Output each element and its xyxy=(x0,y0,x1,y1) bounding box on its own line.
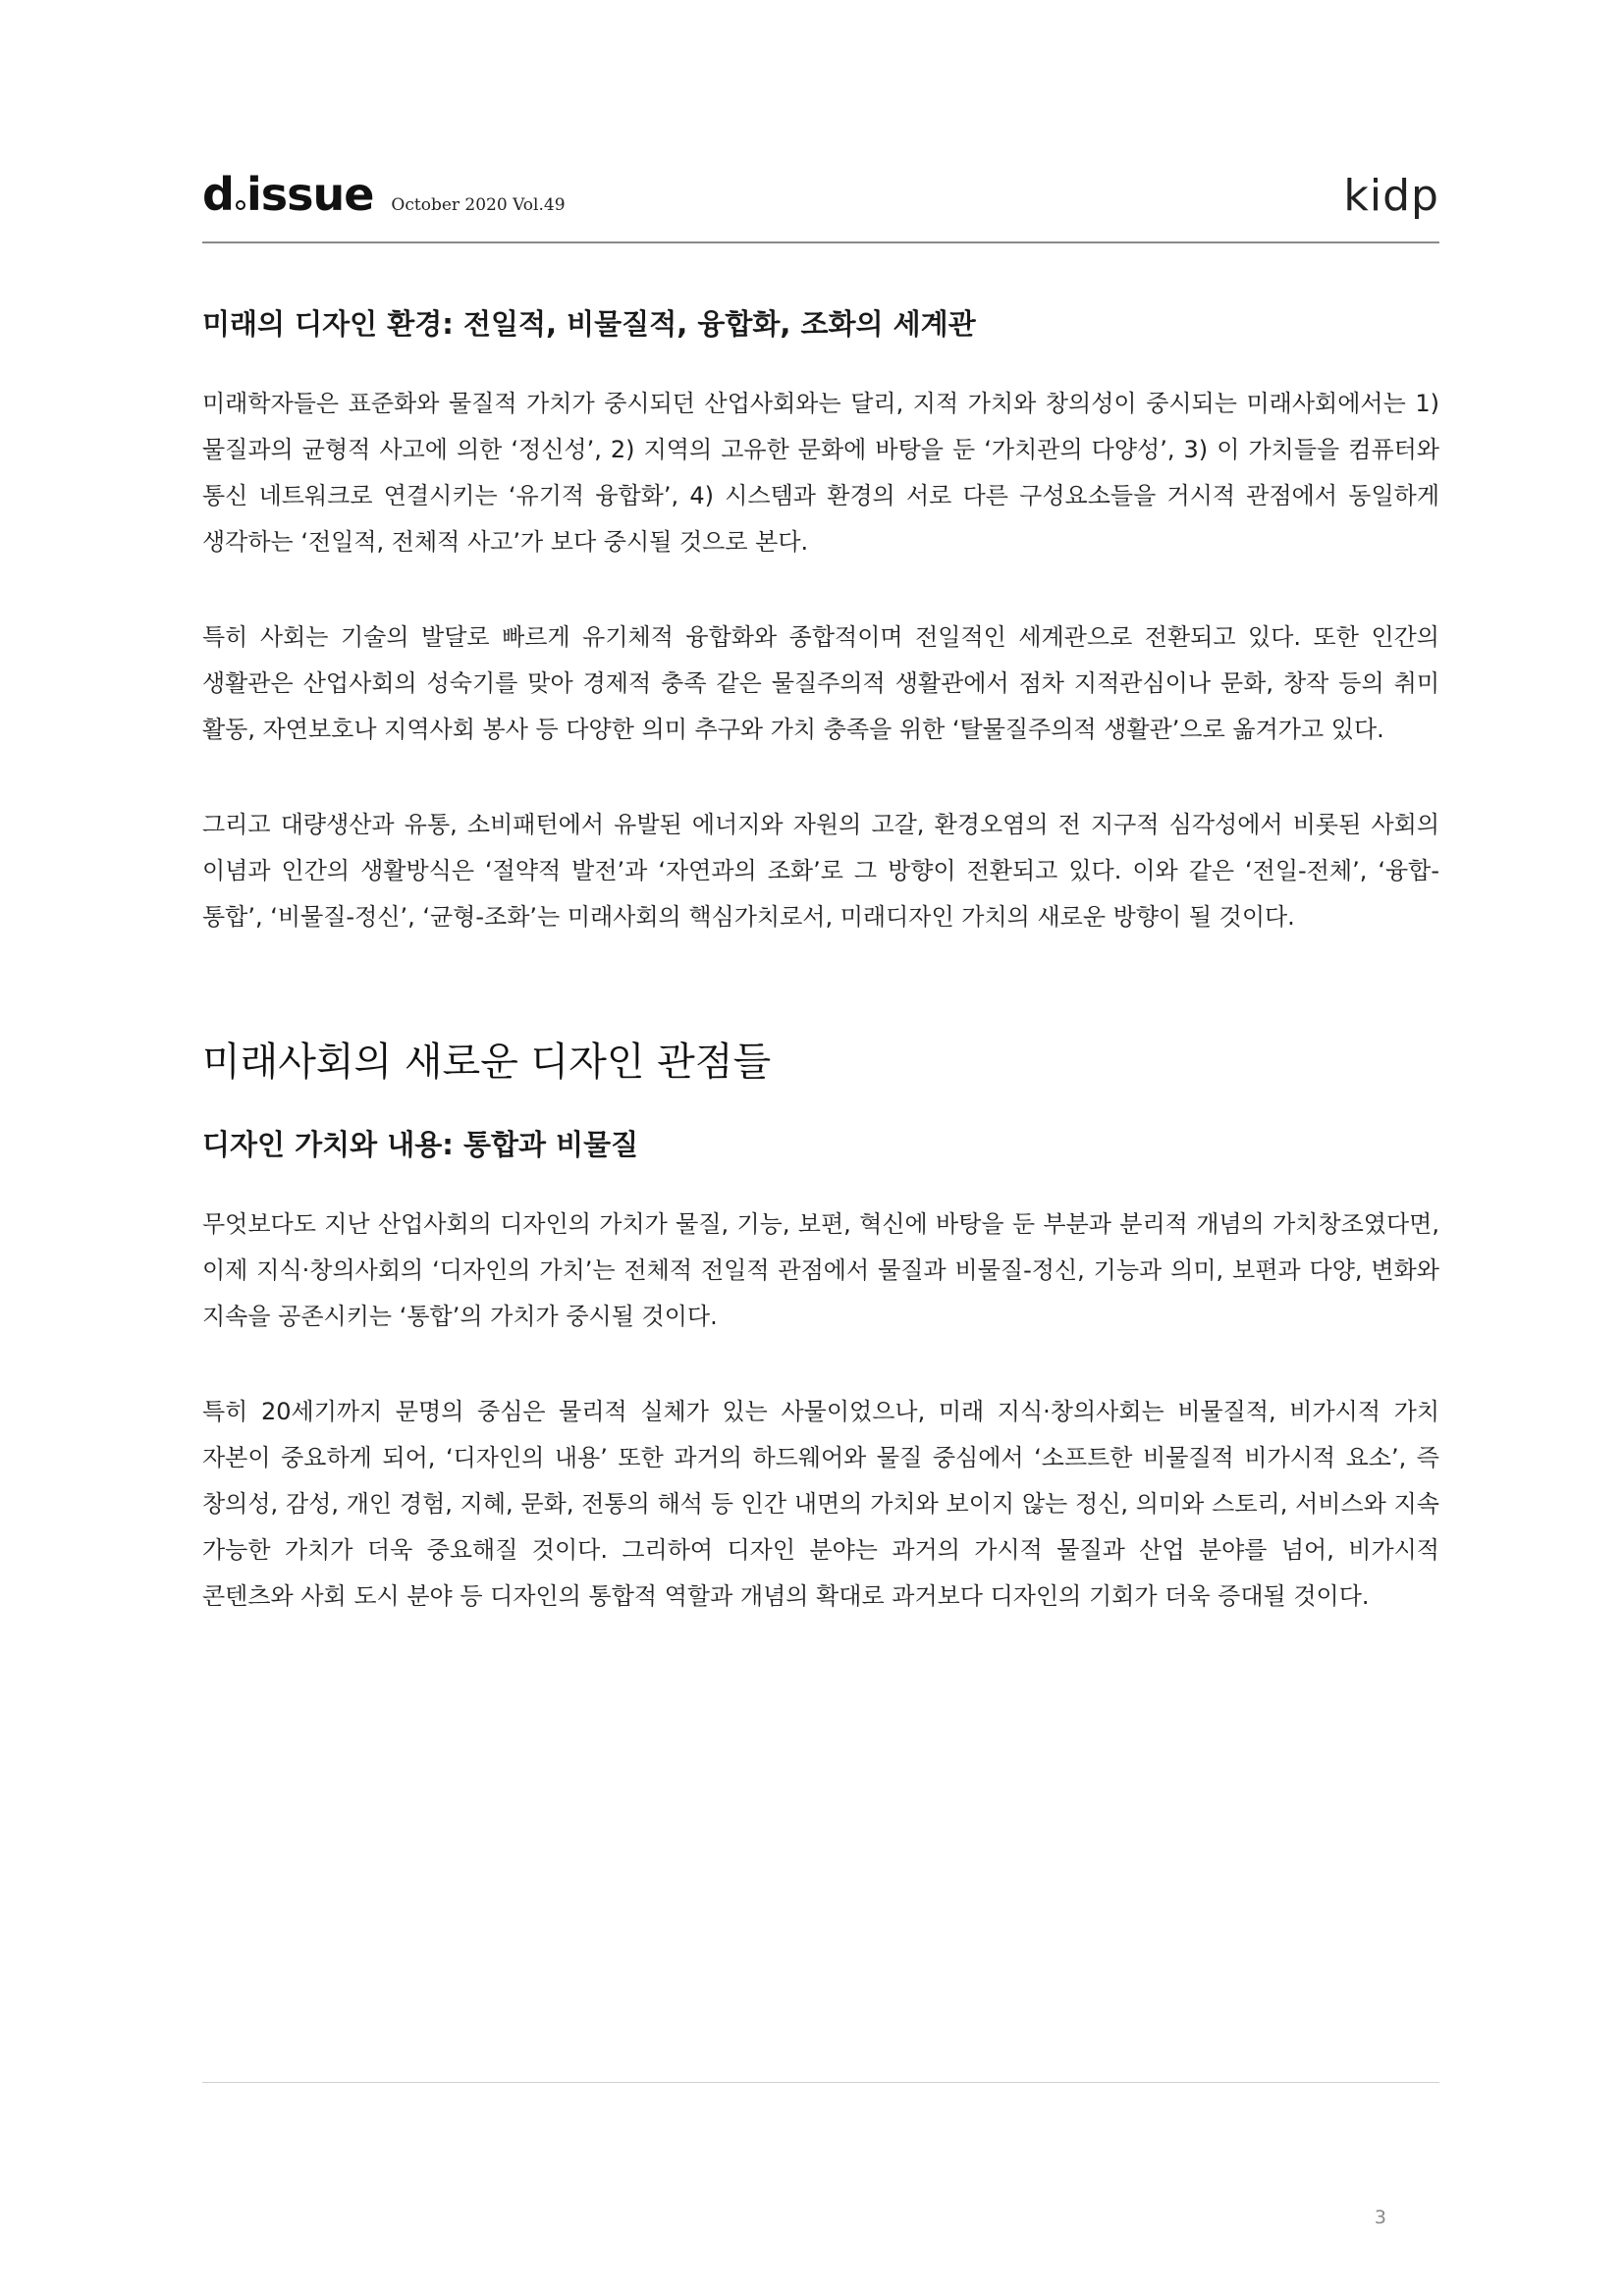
paragraph: 그리고 대량생산과 유통, 소비패턴에서 유발된 에너지와 자원의 고갈, 환경오염의 전 지구적 심각성에서 비롯된 사회의 이념과 인간의 생활방식은 ‘절약적 발전’과 ‘자연과의 조화’로 그 방향이 전환되고 있다. 이와 같은 ‘전일-전체’, ‘융합-통합’, ‘비물질-정신’, ‘균형-조화’는 미래사회의 핵심가치로서, 미래디자인 가치의 새로운 방향이 될 것이다. xyxy=(202,811,1439,931)
header-divider xyxy=(202,241,1439,243)
brand-prefix: d xyxy=(202,168,234,221)
page-number: 3 xyxy=(1374,2207,1386,2228)
page-header xyxy=(202,165,1439,243)
paragraph: 무엇보다도 지난 산업사회의 디자인의 가치가 물질, 기능, 보편, 혁신에 바탕을 둔 부분과 분리적 개념의 가치창조였다면, 이제 지식·창의사회의 ‘디자인의 가치’는 전체적 전일적 관점에서 물질과 비물질-정신, 기능과 의미, 보편과 다양, 변화와 지속을 공존시키는 ‘통합’의 가치가 중시될 것이다. xyxy=(202,1210,1439,1330)
kidp-logo: kidp xyxy=(1343,171,1439,221)
footer-divider xyxy=(202,2082,1439,2083)
brand-suffix: issue xyxy=(245,168,374,221)
paragraph: 특히 20세기까지 문명의 중심은 물리적 실체가 있는 사물이었으나, 미래 지식·창의사회는 비물질적, 비가시적 가치 자본이 중요하게 되어, ‘디자인의 내용’ 또한 과거의 하드웨어와 물질 중심에서 ‘소프트한 비물질적 비가시적 요소’, 즉 창의성, 감성, 개인 경험, 지혜, 문화, 전통의 해석 등 인간 내면의 가치와 보이지 않는 정신, 의미와 스토리, 서비스와 지속 가능한 가치가 더욱 중요해질 것이다. 그리하여 디자인 분야는 과거의 가시적 물질과 산업 분야를 넘어, 비가시적 콘텐츠와 사회 도시 분야 등 디자인의 통합적 역할과 개념의 확대로 과거보다 디자인의 기회가 더욱 증대될 것이다. xyxy=(202,1398,1439,1610)
paragraph: 미래학자들은 표준화와 물질적 가치가 중시되던 산업사회와는 달리, 지적 가치와 창의성이 중시되는 미래사회에서는 1) 물질과의 균형적 사고에 의한 ‘정신성’, 2) 지역의 고유한 문화에 바탕을 둔 ‘가치관의 다양성’, 3) 이 가치들을 컴퓨터와 통신 네트워크로 연결시키는 ‘유기적 융합화’, 4) 시스템과 환경의 서로 다른 구성요소들을 거시적 관점에서 동일하게 생각하는 ‘전일적, 전체적 사고’가 보다 중시될 것으로 본다. xyxy=(202,390,1439,556)
article-body xyxy=(202,294,1439,1620)
section-title: 미래사회의 새로운 디자인 관점들 xyxy=(202,1040,772,1085)
brand-dot-icon xyxy=(236,200,245,210)
subheading-design-value-content: 디자인 가치와 내용: 통합과 비물질 xyxy=(202,1128,639,1161)
subheading-future-design-environment: 미래의 디자인 환경: 전일적, 비물질적, 융합화, 조화의 세계관 xyxy=(202,307,976,341)
paragraph: 특히 사회는 기술의 발달로 빠르게 유기체적 융합화와 종합적이며 전일적인 세계관으로 전환되고 있다. 또한 인간의 생활관은 산업사회의 성숙기를 맞아 경제적 충족 같은 물질주의적 생활관에서 점차 지적관심이나 문화, 창작 등의 취미 활동, 자연보호나 지역사회 봉사 등 다양한 의미 추구와 가치 충족을 위한 ‘탈물질주의적 생활관’으로 옮겨가고 있다. xyxy=(202,623,1439,743)
issue-info: October 2020 Vol.49 xyxy=(391,195,566,215)
publication-brand xyxy=(202,165,566,224)
